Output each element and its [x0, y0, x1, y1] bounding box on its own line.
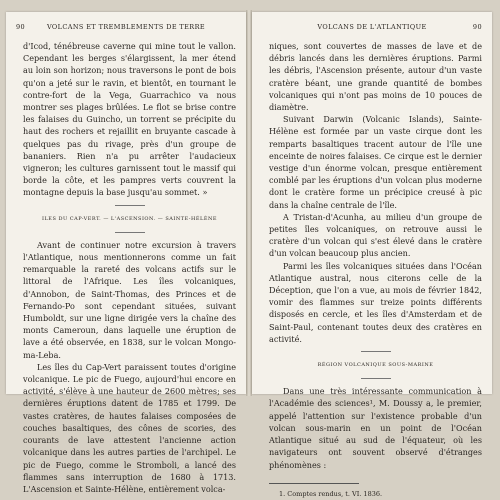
right-page-body	[269, 40, 482, 500]
left-page	[6, 12, 246, 494]
paragraph: A Tristan-d'Acunha, au milieu d'un groupe de petites îles volcaniques, on retrouve aussi le cratère d'un volcan qui s'est élevé dans le cratère d'un volcan beaucoup plus ancien.	[269, 211, 482, 259]
section-rule	[361, 378, 391, 379]
right-page	[252, 12, 492, 498]
paragraph: d'Icod, ténébreuse caverne qui mine tout le vallon. Cependant les berges s'élargissent, la mer étend au loin son horizon; nous traversons le pont de bois qu'on a jeté sur le ravin, et bientôt, en tournant le contre-fort de la Vega, Guarrachico va nous montrer ses plages brûlées. Le flot se brise contre les falaises du Guincho, un torrent se précipite du haut des rochers et rejaillit en bruyante cascade à quelques pas du rivage, près d'un groupe de bananiers. Rien n'a pu arrêter l'audacieux vigneron; les cultures garnissent tout le massif qui borde la côte, et les pampres verts couvrent la montagne depuis la base jusqu'au sommet. »	[23, 41, 236, 198]
section-rule	[115, 205, 145, 206]
left-page-header	[16, 23, 236, 35]
paragraph: niques, sont couvertes de masses de lave et de débris lancés dans les dernières éruptions. Parmi les débris, l'Ascension présente, autour d'un vaste cratère béant, une grande quantité de bombes volcaniques qui n'ont pas moins de 10 pouces de diamètre.	[269, 41, 482, 113]
section-heading: RÉGION VOLCANIQUE SOUS-MARINE	[317, 362, 434, 369]
page-number: 90	[16, 23, 26, 31]
footnote: 1. Comptes rendus, t. VI. 1836.	[279, 489, 383, 498]
paragraph: Suivant Darwin (Volcanic Islands), Sainte-Hélène est formée par un vaste cirque dont les remparts basaltiques tracent autour de l'île une enceinte de noires falaises. Ce cirque est le dernier vestige d'un énorme volcan, presque entièrement comblé par les éruptions d'un volcan plus moderne dont le cratère forme un précipice creusé à pic dans la chaîne centrale de l'île.	[269, 114, 482, 210]
paragraph: Parmi les îles volcaniques situées dans l'Océan Atlantique austral, nous citerons celle de la Déception, que l'on a vue, au mois de février 1842, vomir des flammes sur treize points différents disposés en cercle, et les îles d'Amsterdam et de Saint-Paul, contenant toutes deux des cratères en activité.	[269, 260, 482, 344]
right-page-header	[262, 23, 482, 35]
section-heading: ILES DU CAP-VERT. — L'ASCENSION. — SAINTE-HÉLÈNE	[42, 215, 217, 222]
paragraph: Les îles du Cap-Vert paraissent toutes d'origine volcanique. Le pic de Fuego, aujourd'hui encore en activité, s'élève à une hauteur de 2600 mètres; ses dernières éruptions datent de 1785 et 1799. De vastes cratères, de hautes falaises composées de couches basaltiques, des cônes de scories, des courants de lave attestent l'ancienne action volcanique dans les autres parties de l'archipel. Le pic de Fuego, comme le Stromboli, a lancé des flammes sans interruption de 1680 à 1713. L'Ascension et Sainte-Hélène, entièrement volca-	[23, 361, 236, 494]
running-title: VOLCANS DE L'ATLANTIQUE	[317, 23, 427, 31]
paragraph: Avant de continuer notre excursion à travers l'Atlantique, nous mentionnerons comme un fait remarquable la rareté des volcans actifs sur le littoral de l'Afrique. Les îles volcaniques, d'Annobon, de Saint-Thomas, des Princes et de Fernando-Po sont cependant situées, suivant Humboldt, sur une ligne dirigée vers la chaîne des monts Cameroun, dans laquelle une éruption de lave a été observée, en 1838, sur le volcan Mongo-ma-Leba.	[23, 239, 236, 360]
running-title: VOLCANS ET TREMBLEMENTS DE TERRE	[46, 23, 206, 31]
paragraph: Dans une très intéressante communication à l'Académie des sciences¹, M. Doussy a, le premier, appelé l'attention sur l'existence probable d'un volcan sous-marin en un point de l'Océan Atlantique situé au sud de l'équateur, où les navigateurs ont souvent observé d'étranges phénomènes :	[269, 386, 482, 470]
section-rule	[361, 351, 391, 352]
section-rule	[115, 232, 145, 233]
page-number: 90	[472, 23, 482, 31]
left-page-body	[23, 40, 236, 495]
